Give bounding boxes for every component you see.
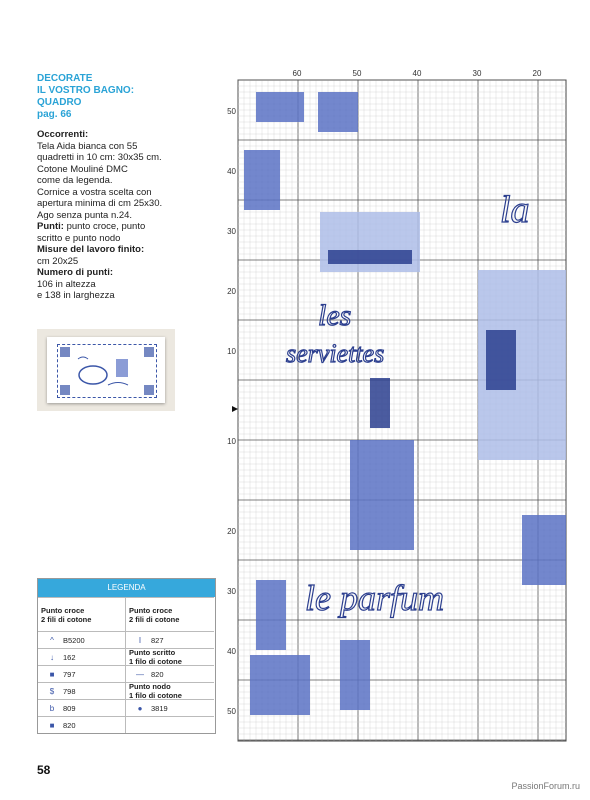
word-les: les — [318, 299, 352, 332]
occorrenti-text3: Cotone Mouliné DMC — [37, 163, 128, 175]
legend-row-798: $ 798 — [38, 682, 126, 699]
occorrenti-text2: quadretti in 10 cm: 30x35 cm. — [37, 152, 162, 163]
occorrenti-text4: come da legenda. — [37, 175, 113, 186]
left-label-50-bottom: 50 — [227, 707, 236, 716]
watermark-text: PassionForum.ru — [511, 781, 580, 791]
left-label-30-bottom: 30 — [227, 587, 236, 596]
left-label-40-top: 40 — [227, 167, 236, 176]
page-reference: pag. 66 — [37, 109, 72, 120]
top-label-20: 20 — [532, 69, 542, 78]
misure-text: cm 20x25 — [37, 255, 79, 267]
legend-row-162: ↓ 162 — [38, 648, 126, 665]
legend-col2-title: Punto croce 2 fili di cotone — [126, 597, 214, 631]
numero-text1: 106 in altezza — [37, 278, 96, 290]
top-label-50: 50 — [352, 69, 362, 78]
left-label-40-bottom: 40 — [227, 647, 236, 656]
page-number: 58 — [37, 763, 51, 777]
occorrenti-text5: Cornice a vostra scelta con — [37, 186, 152, 198]
stitch-top-mid — [318, 92, 358, 132]
stitch-towel-band — [328, 250, 412, 264]
top-label-30: 30 — [472, 69, 482, 78]
legend-row-3819: ● 3819 — [126, 699, 214, 716]
occorrenti-label: Occorrenti: — [37, 129, 89, 140]
legend-header: LEGENDA — [38, 579, 215, 597]
legend-row-797: ■ 797 — [38, 665, 126, 682]
stitch-column-top-left — [244, 150, 280, 210]
punti-text: punto croce, punto — [66, 221, 146, 232]
stitch-corner-bottom-left — [250, 655, 310, 715]
title-line3: QUADRO — [37, 97, 82, 108]
legend-scritto-title: Punto scritto 1 filo di cotone — [126, 648, 214, 665]
left-label-30-top: 30 — [227, 227, 236, 236]
punti-label: Punti: — [37, 221, 64, 232]
misure-label: Misure del lavoro finito: — [37, 244, 145, 255]
word-le-parfum: le parfum — [305, 578, 444, 618]
top-label-40: 40 — [412, 69, 422, 78]
word-la: la — [500, 189, 530, 231]
legend-row-827: I 827 — [126, 631, 214, 648]
stitch-bottom-mid — [340, 640, 370, 710]
left-label-20-bottom: 20 — [227, 527, 236, 536]
word-serviettes: serviettes — [286, 339, 385, 368]
punti-text2: scritto e punto nodo — [37, 232, 121, 244]
numero-text2: e 138 in larghezza — [37, 290, 115, 301]
stitch-bottle-body — [350, 440, 414, 550]
stitch-column-bottom-left — [256, 580, 286, 650]
top-label-60: 60 — [292, 69, 302, 78]
legend-row-b5200: ^ B5200 — [38, 631, 126, 648]
legend-row-820-scritto: — 820 — [126, 665, 214, 682]
legend-row-820: ■ 820 — [38, 716, 126, 733]
occorrenti-text7: Ago senza punta n.24. — [37, 209, 133, 221]
left-label-20-top: 20 — [227, 287, 236, 296]
left-label-10-top: 10 — [227, 347, 236, 356]
title-line1: DECORATE — [37, 73, 93, 84]
occorrenti-text6: apertura minima di cm 25x30. — [37, 198, 163, 209]
stitch-bottle-neck — [370, 378, 390, 428]
stitch-mirror-detail — [486, 330, 516, 390]
center-arrow-icon — [232, 406, 238, 412]
stitch-corner-top-left — [256, 92, 304, 122]
legend-row-809: b 809 — [38, 699, 126, 716]
numero-label: Numero di punti: — [37, 267, 113, 278]
legend-nodo-title: Punto nodo 1 filo di cotone — [126, 682, 214, 699]
occorrenti-text1: Tela Aida bianca con 55 — [37, 140, 138, 152]
left-label-50-top: 50 — [227, 107, 236, 116]
legend-col1-title: Punto croce 2 fili di cotone — [38, 597, 126, 631]
stitch-bottom-right — [522, 515, 566, 585]
title-line2: IL VOSTRO BAGNO: — [37, 85, 135, 96]
left-label-10-bottom: 10 — [227, 437, 236, 446]
